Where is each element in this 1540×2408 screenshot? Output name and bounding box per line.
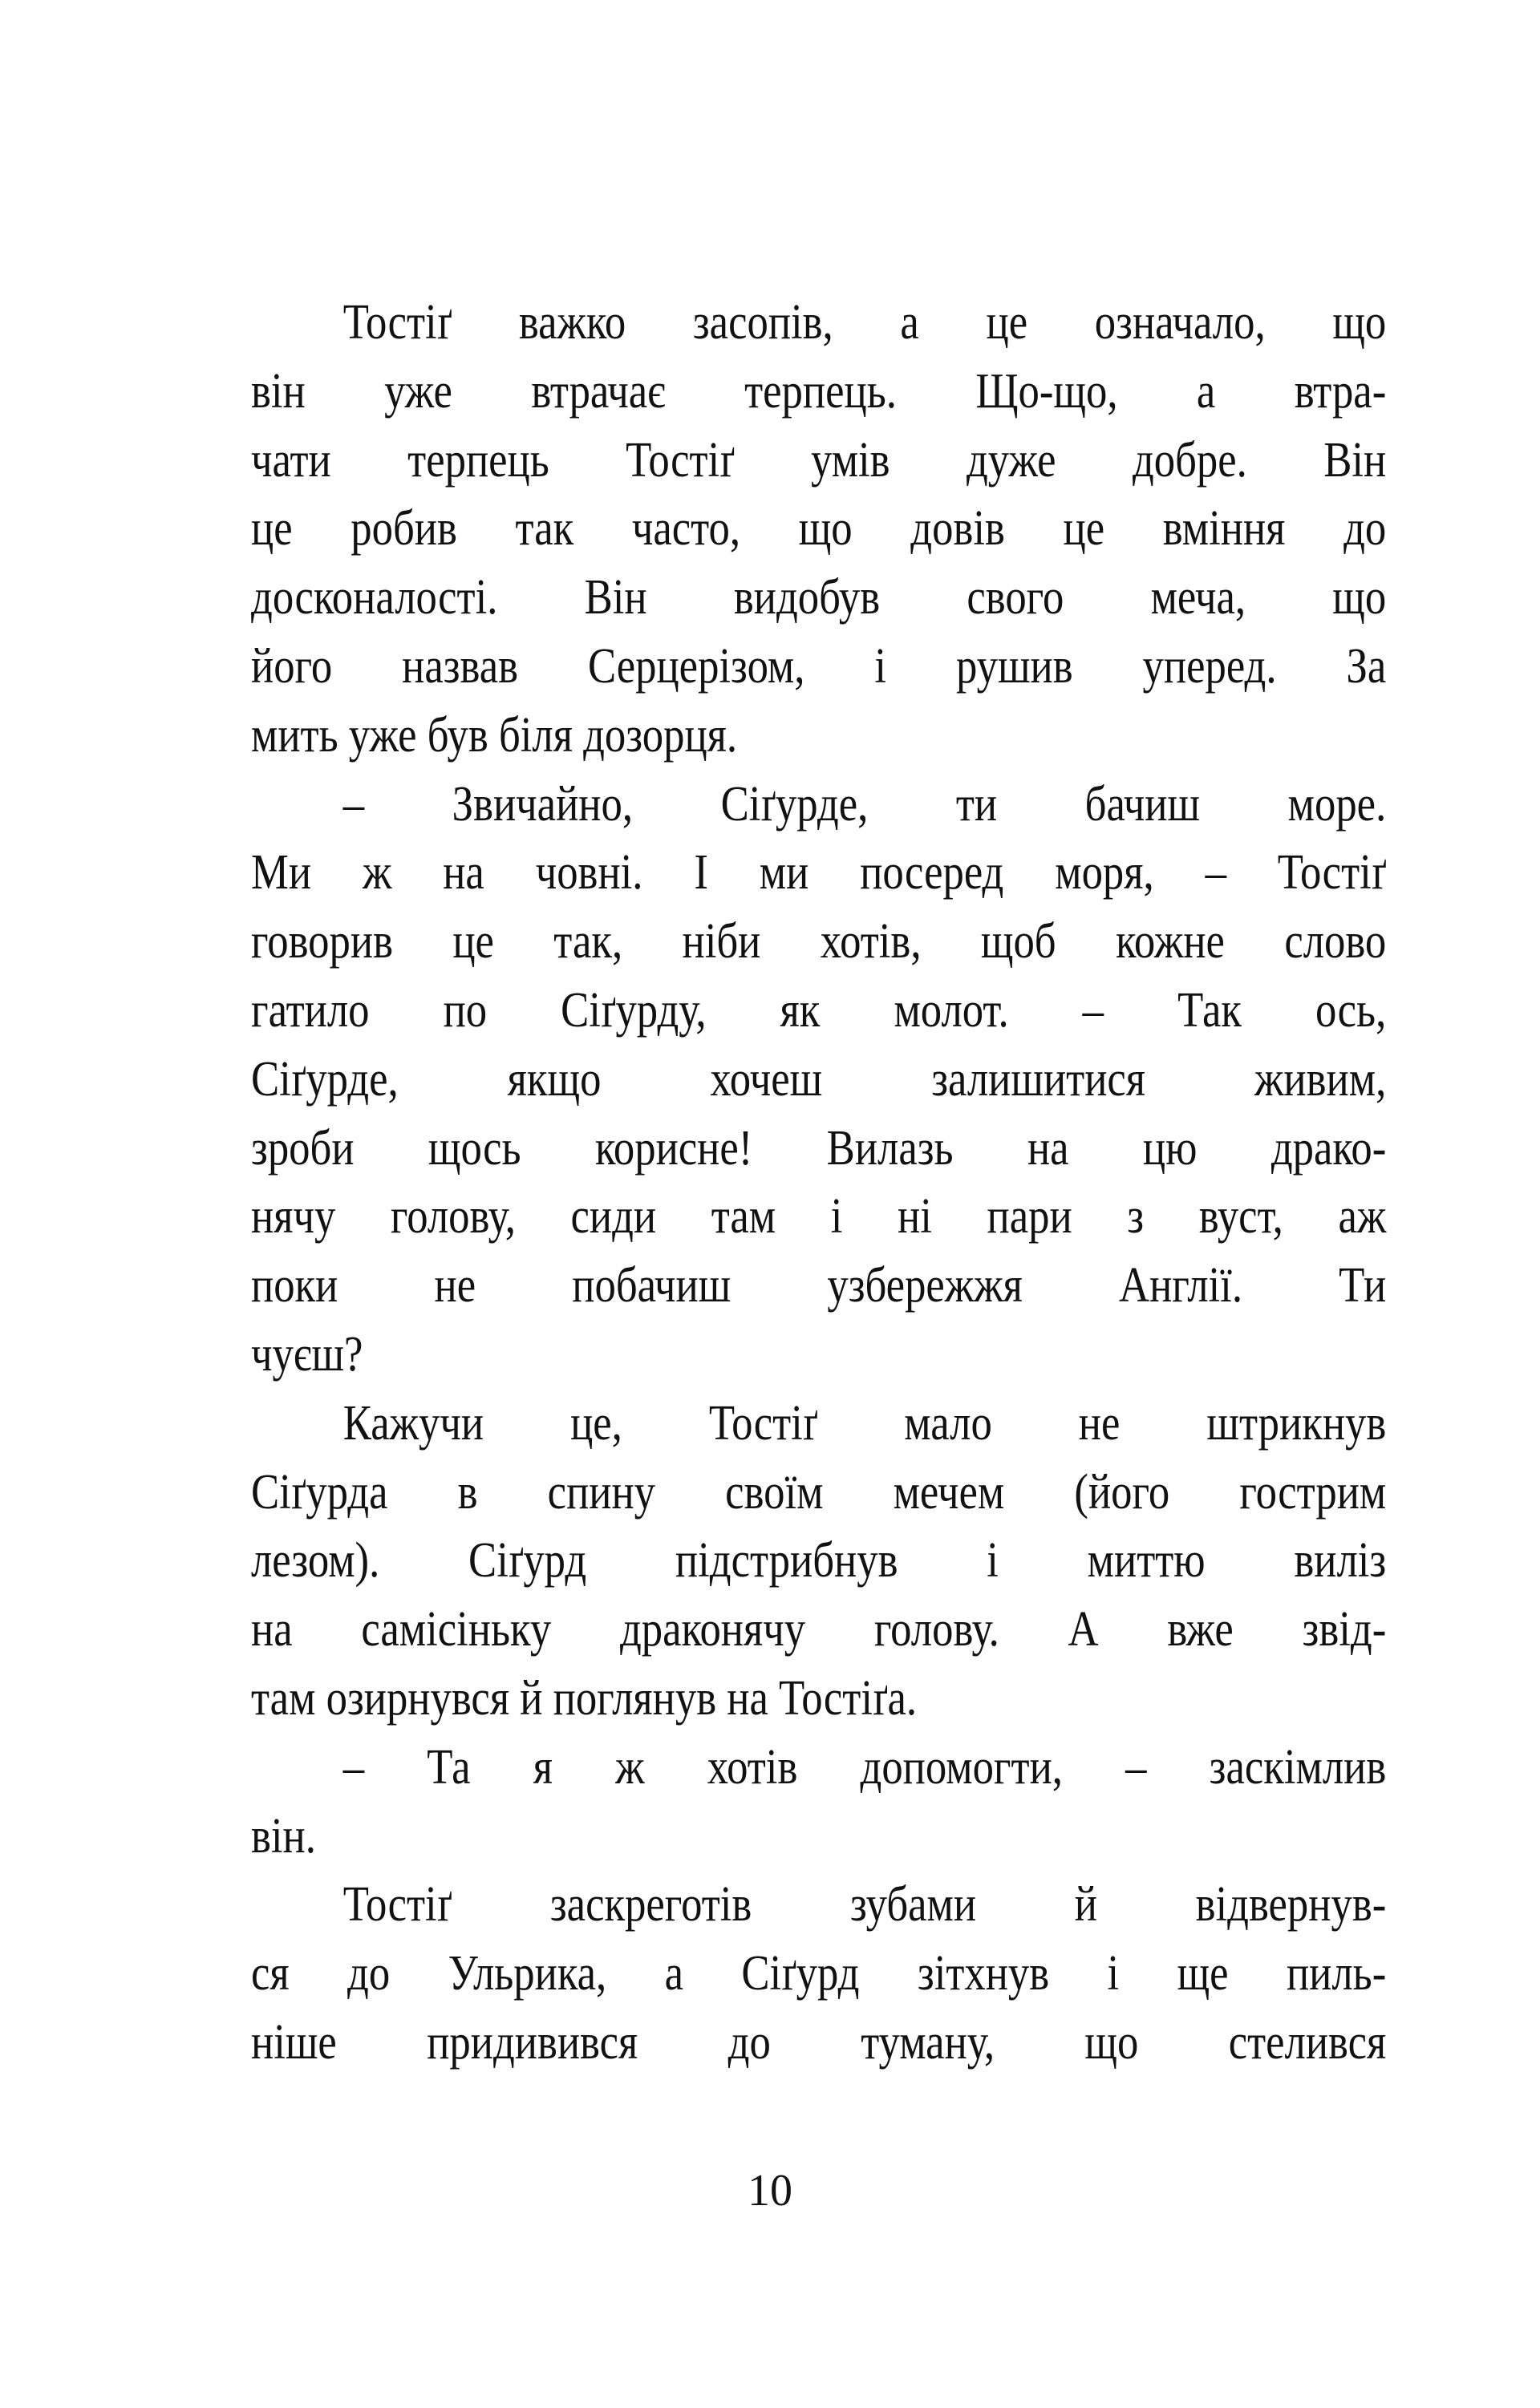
text-line: Сіґурде, якщо хочеш залишитися живим, [251, 1051, 1387, 1107]
text-line: на самісіньку драконячу голову. А вже звід- [251, 1602, 1387, 1657]
text-line: – Звичайно, Сіґурде, ти бачиш море. [342, 776, 1387, 832]
text-line: ся до Ульрика, а Сіґурд зітхнув і ще пиль- [251, 1946, 1387, 2001]
text-line: досконалості. Він видобув свого меча, що [251, 570, 1387, 625]
page-number: 10 [748, 2166, 792, 2216]
paragraph [251, 289, 1386, 771]
text-line: це робив так часто, що довів це вміння до [251, 501, 1387, 556]
body-text [251, 289, 1386, 2078]
text-line: лезом). Сіґурд підстрибнув і миттю виліз [251, 1533, 1387, 1588]
text-line: гатило по Сіґурду, як молот. – Так ось, [251, 982, 1387, 1038]
paragraph [251, 1390, 1386, 1734]
text-line: Ми ж на човні. І ми посеред моря, – Тостіґ [251, 845, 1387, 900]
text-line: там озирнувся й поглянув на Тостіґа. [251, 1670, 918, 1726]
text-line: чуєш? [251, 1326, 363, 1382]
text-line: Тостіґ важко засопів, а це означало, що [342, 295, 1387, 350]
text-line: Тостіґ заскреготів зубами й відвернув- [342, 1877, 1387, 1932]
text-line: нячу голову, сиди там і ні пари з вуст, аж [251, 1189, 1387, 1244]
text-line: зроби щось корисне! Вилазь на цю драко- [251, 1120, 1387, 1176]
text-line: ніше придивився до туману, що стелився [251, 2014, 1387, 2070]
text-line: – Та я ж хотів допомогти, – заскімлив [342, 1739, 1387, 1795]
paragraph [251, 1871, 1386, 2077]
text-line: чати терпець Тостіґ умів дуже добре. Він [251, 432, 1387, 488]
text-line: Сіґурда в спину своїм мечем (його гострим [251, 1464, 1387, 1520]
text-line: мить уже був біля дозорця. [251, 707, 738, 763]
paragraph [251, 1734, 1386, 1872]
paragraph [251, 771, 1386, 1390]
text-line: він. [251, 1808, 316, 1864]
text-line: він уже втрачає терпець. Що-що, а втра- [251, 363, 1387, 419]
text-line: Кажучи це, Тостіґ мало не штрикнув [342, 1395, 1387, 1451]
text-line: поки не побачиш узбережжя Англії. Ти [251, 1258, 1387, 1313]
text-line: говорив це так, ніби хотів, щоб кожне слово [251, 914, 1387, 969]
text-line: його назвав Серцерізом, і рушив уперед. За [251, 638, 1387, 694]
